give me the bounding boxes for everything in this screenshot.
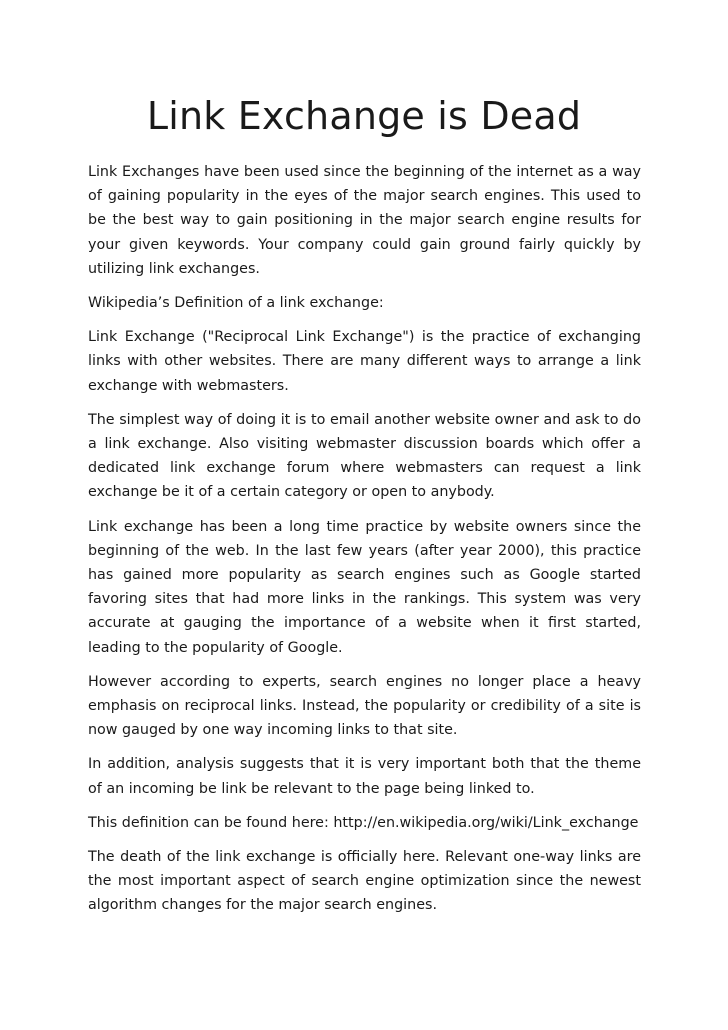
paragraph-simplest-way: The simplest way of doing it is to email another website owner and ask to do a link exchange. Also visiting webmaster discussion boards which offer a dedicated link exchange forum where webmasters can request a link exchange be it of a certain category or open to anybody. [88,411,641,501]
paragraph-experts: However according to experts, search engines no longer place a heavy emphasis on reciprocal links. Instead, the popularity or credibility of a site is now gauged by one way incoming links to that site. [88,673,641,739]
paragraph-intro: Link Exchanges have been used since the beginning of the internet as a way of gaining popularity in the eyes of the major search engines. This used to be the best way to gain positioning in the major search engine results for your given keywords. Your company could gain ground fairly quickly by utilizing link exchanges. [88,164,641,277]
paragraph-analysis: In addition, analysis suggests that it is very important both that the theme of an incoming be link be relevant to the page being linked to. [88,756,641,797]
paragraph-definition: Link Exchange ("Reciprocal Link Exchange") is the practice of exchanging links with other websites. There are many different ways to arrange a link exchange with webmasters. [88,329,641,394]
paragraph-conclusion: The death of the link exchange is officially here. Relevant one-way links are the most important aspect of search engine optimization since the newest algorithm changes for the major search engines. [88,849,641,914]
paragraph-wikipedia-heading: Wikipedia’s Definition of a link exchange: [88,295,384,312]
paragraph-history: Link exchange has been a long time practice by website owners since the beginning of the web. In the last few years (after year 2000), this practice has gained more popularity as search engines such as Google started favoring sites that had more links in the rankings. This system was very accurate at gauging the importance of a website when it first started, leading to the popularity of Google. [88,518,641,656]
page-title: Link Exchange is Dead [146,94,582,138]
paragraph-source-link: This definition can be found here: http://en.wikipedia.org/wiki/Link_exchange [88,814,639,831]
document-body [88,160,641,928]
